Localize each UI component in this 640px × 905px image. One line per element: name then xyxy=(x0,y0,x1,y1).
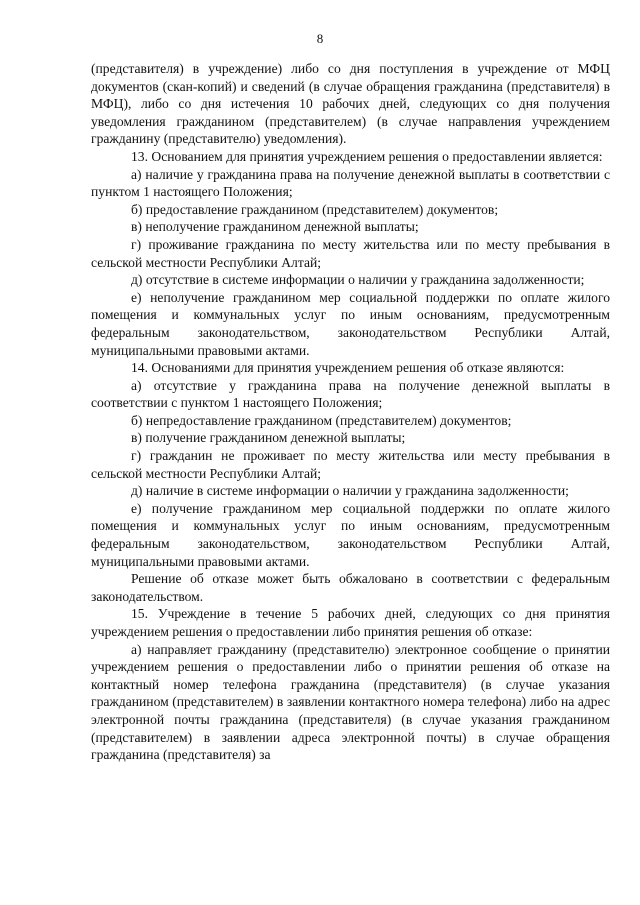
paragraph: е) получение гражданином мер социальной поддержки по оплате жилого помещения и коммунальных услуг по иным основаниям, предусмотренным федеральным законодательством, законодательством Республики Алтай, муниципальными правовыми актами. xyxy=(91,500,610,569)
page-number: 8 xyxy=(316,31,324,46)
paragraph: в) неполучение гражданином денежной выплаты; xyxy=(131,219,419,235)
paragraph: а) направляет гражданину (представителю) электронное сообщение о принятии учреждением решения о предоставлении либо о принятии решения об отказе на контактный номер телефона гражданина (представителя) (в случае указания гражданином (представителем) в заявлении контактного номера телефона) либо на адрес электронной почты гражданина (представителя) (в случае указания гражданином (представителем) в заявлении адреса электронной почты) в случае обращения гражданина (представителя) за xyxy=(91,641,610,763)
document-body xyxy=(91,60,610,764)
paragraph: (представителя) в учреждение) либо со дня поступления в учреждение от МФЦ документов (скан-копий) и сведений (в случае обращения гражданина (представителя) в МФЦ), либо со дня истечения 10 рабочих дней, следующих со дня получения уведомления гражданином (представителем) (в случае направления учреждением гражданину (представителю) уведомления). xyxy=(91,61,610,147)
paragraph: в) получение гражданином денежной выплаты; xyxy=(131,430,406,446)
paragraph: е) неполучение гражданином мер социальной поддержки по оплате жилого помещения и коммунальных услуг по иным основаниям, предусмотренным федеральным законодательством, законодательством Республики Алтай, муниципальными правовыми актами. xyxy=(91,289,610,358)
paragraph: г) гражданин не проживает по месту жительства или месту пребывания в сельской местности Республики Алтай; xyxy=(91,448,610,481)
paragraph: Решение об отказе может быть обжаловано в соответствии с федеральным законодательством. xyxy=(91,571,610,604)
paragraph: г) проживание гражданина по месту жительства или по месту пребывания в сельской местности Республики Алтай; xyxy=(91,236,610,270)
paragraph: 13. Основанием для принятия учреждением решения о предоставлении является: xyxy=(131,148,603,164)
paragraph: 14. Основаниями для принятия учреждением решения об отказе являются: xyxy=(131,360,565,376)
paragraph: б) предоставление гражданином (представителем) документов; xyxy=(131,201,499,217)
paragraph: а) наличие у гражданина права на получение денежной выплаты в соответствии с пунктом 1 настоящего Положения; xyxy=(91,166,610,200)
paragraph: б) непредоставление гражданином (представителем) документов; xyxy=(131,412,512,428)
paragraph: а) отсутствие у гражданина права на получение денежной выплаты в соответствии с пунктом 1 настоящего Положения; xyxy=(91,377,610,411)
paragraph: д) отсутствие в системе информации о наличии у гражданина задолженности; xyxy=(131,272,585,288)
paragraph: д) наличие в системе информации о наличии у гражданина задолженности; xyxy=(131,483,569,499)
paragraph: 15. Учреждение в течение 5 рабочих дней, следующих со дня принятия учреждением решения о предоставлении либо принятия решения об отказе: xyxy=(91,606,610,639)
